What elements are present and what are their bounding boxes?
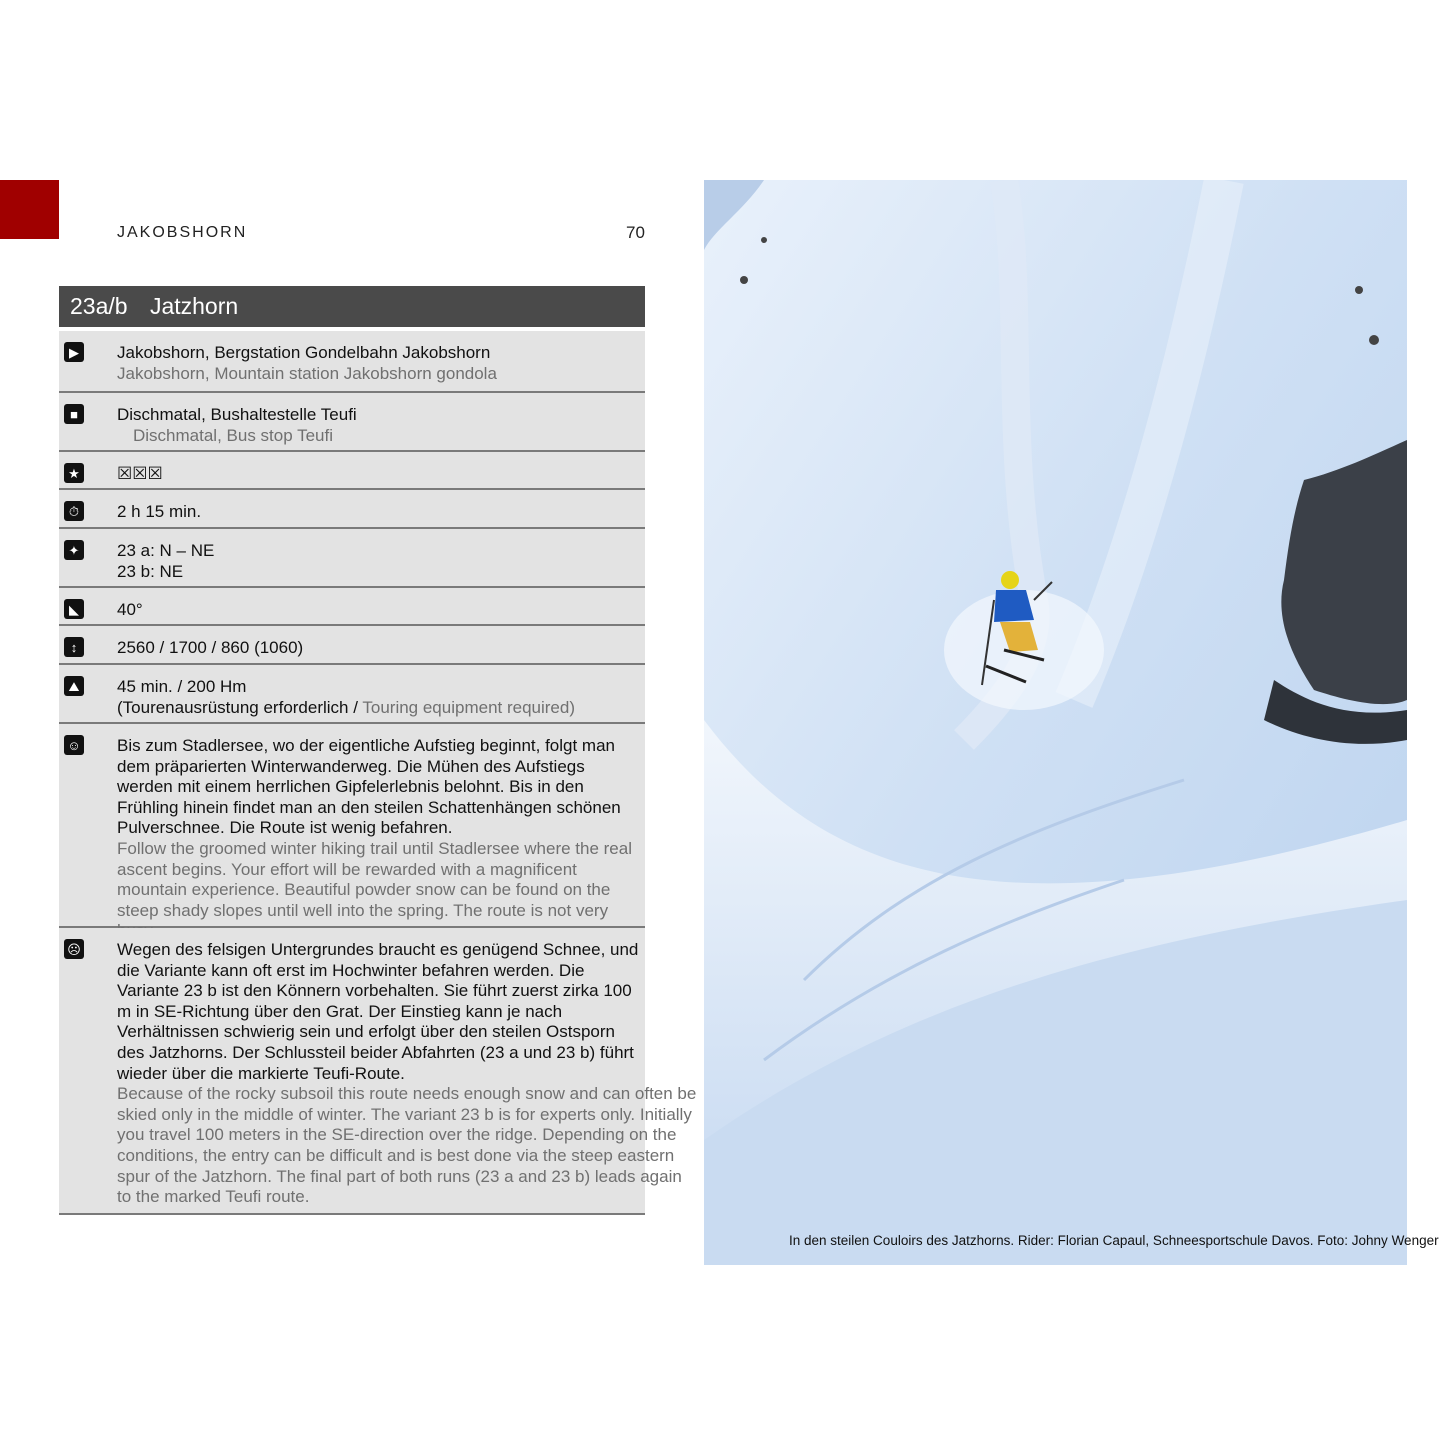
photo-caption: In den steilen Couloirs des Jatzhorns. Rider: Florian Capaul, Schneesportschule Davos. Foto: Johny Wenger — [789, 1233, 1439, 1248]
ascent-close: ) — [569, 697, 576, 717]
ascent-de: (Tourenausrüstung erforderlich / — [117, 697, 363, 717]
ascent-en: Touring equipment required — [362, 697, 570, 717]
stars-difficulty-icon: ★ — [64, 463, 84, 483]
end-en: Dischmatal, Bus stop Teufi — [133, 425, 333, 445]
positive-en: Follow the groomed winter hiking trail until Stadlersee where the real ascent begins. Your effort will be rewarded with a magnificent mountain experience. Beautiful powder snow can be found on the steep shady slopes until well into the spring. The route is not very — [117, 838, 632, 920]
row-start — [59, 331, 645, 393]
stopwatch-icon: ⏱ — [64, 501, 84, 521]
smiley-sad-icon: ☹ — [64, 939, 84, 959]
row-ascent — [59, 665, 645, 724]
page-number: 70 — [626, 223, 645, 242]
exposure-line1: 23 a: N – NE — [117, 541, 215, 560]
ascent-line1: 45 min. / 200 Hm — [117, 677, 247, 696]
skier-photo-graphic — [704, 180, 1407, 1265]
negative-de: Wegen des felsigen Untergrundes braucht es genügend Schnee, und die Variante kann oft erst im Hochwinter befahren werden. Die Variante 23 b ist den Könnern vorbehalten. Sie führt zuerst zirka 100 m in SE-Richtung über den Grat. Der Einstieg kann je nach Verhältnissen schwierig sein und erfolgt über den steilen Ostsporn des Jatzhorns. Der Schlussteil beider Abfahrten (23 a und 23 b) führt wieder über die markierte Teufi-Route. — [117, 940, 639, 1083]
row-end — [59, 393, 645, 452]
negative-en: Because of the rocky subsoil this route needs enough snow and can often be skied only in the middle of winter. The variant 23 b is for experts only. Initially you travel 100 meters in the SE-direction over the ridge. Depending on the conditions, the entry can be difficult and is best done via the steep eastern spur of the Jatzhorn. The final part of both runs (23 a and 23 b) leads again to the marked Teufi route. — [117, 1084, 697, 1207]
slope-value: 40° — [117, 600, 143, 619]
exposure-line2: 23 b: NE — [117, 561, 184, 581]
altitude-arrows-icon: ↕ — [64, 637, 84, 657]
ascent-line2 — [117, 698, 639, 719]
route-number: 23a/b — [70, 293, 128, 319]
positive-de: Bis zum Stadlersee, wo der eigentliche Aufstieg beginnt, folgt man dem präparierten Winterwanderweg. Die Mühen des Aufstiegs werden mit einem herrlichen Gipfelerlebnis belohnt. Bis in den Frühling hinein findet man an den steilen Schattenhängen schönen Pulverschnee. Die Route ist wenig befahren. — [117, 736, 621, 838]
compass-icon: ✦ — [64, 540, 84, 560]
row-difficulty — [59, 452, 645, 490]
elevation-value: 2560 / 1700 / 860 (1060) — [117, 638, 304, 657]
row-slope — [59, 588, 645, 626]
row-duration — [59, 490, 645, 529]
row-elevation — [59, 626, 645, 665]
route-name: Jatzhorn — [149, 293, 239, 319]
row-negative — [59, 928, 697, 1215]
skier-photo — [704, 180, 1407, 1265]
difficulty-value: ☒☒☒ — [117, 464, 163, 483]
row-exposure — [59, 529, 645, 588]
row-positive — [59, 724, 645, 928]
end-stop-icon: ■ — [64, 404, 84, 424]
duration-value: 2 h 15 min. — [117, 502, 202, 521]
slope-angle-icon: ◣ — [64, 599, 84, 619]
smiley-happy-icon: ☺ — [64, 735, 84, 755]
start-play-icon: ▶ — [64, 342, 84, 362]
chapter-tab — [0, 180, 59, 239]
route-title-bar — [59, 286, 645, 327]
start-en: Jakobshorn, Mountain station Jakobshorn gondola — [117, 363, 497, 383]
route-info-table — [59, 331, 697, 1215]
end-de: Dischmatal, Bushaltestelle Teufi — [117, 405, 357, 424]
section-header: JAKOBSHORN — [117, 224, 248, 241]
hiker-ascent-icon: ⛰ — [64, 676, 84, 696]
start-de: Jakobshorn, Bergstation Gondelbahn Jakobshorn — [117, 343, 491, 362]
